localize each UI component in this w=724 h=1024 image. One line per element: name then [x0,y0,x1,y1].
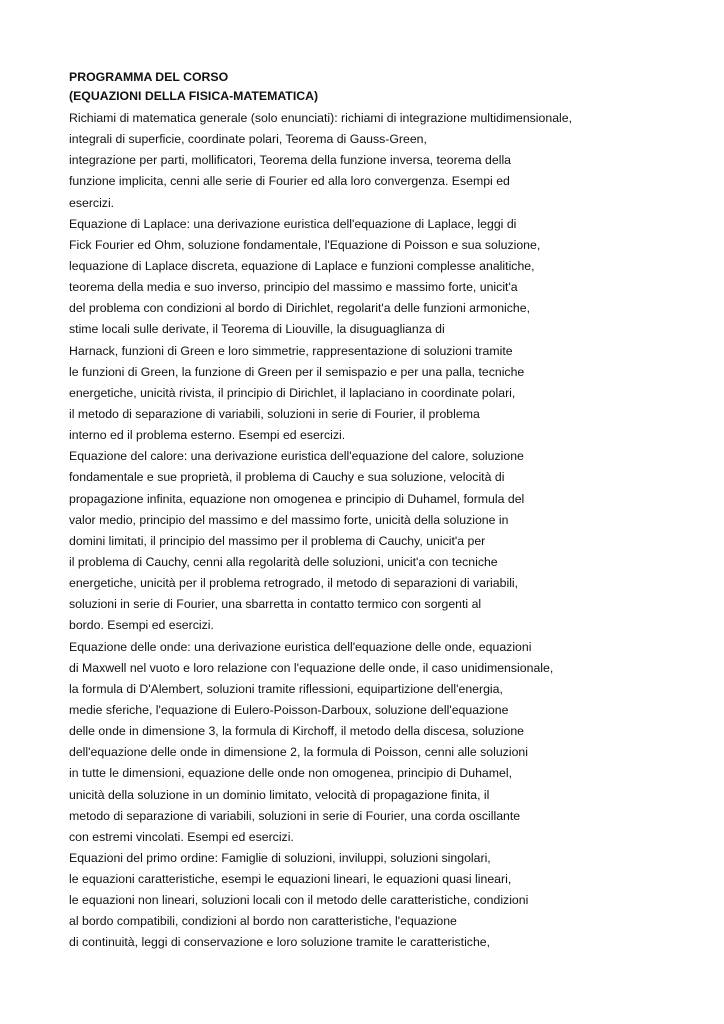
body-line: Richiami di matematica generale (solo enunciati): richiami di integrazione multidimensionale, [69,111,573,125]
body-line: interno ed il problema esterno. Esempi ed esercizi. [69,428,346,443]
body-line: Equazione del calore: una derivazione euristica dell'equazione del calore, soluzione [69,449,524,464]
body-line: Harnack, funzioni di Green e loro simmetrie, rappresentazione di soluzioni tramite [69,343,513,358]
document-body [69,108,572,954]
document-title [69,68,318,106]
body-line: di continuità, leggi di conservazione e loro soluzione tramite le caratteristiche, [69,935,491,950]
body-line: le funzioni di Green, la funzione di Green per il semispazio e per una palla, tecniche [69,364,525,379]
body-line: energetiche, unicità rivista, il principio di Dirichlet, il laplaciano in coordinate polari, [69,385,516,400]
body-line: metodo di separazione di variabili, soluzioni in serie di Fourier, una corda oscillante [69,808,521,823]
title-line-1: PROGRAMMA DEL CORSO [69,70,229,84]
body-line: teorema della media e suo inverso, principio del massimo e massimo forte, unicit'a [69,280,518,295]
body-line: soluzioni in serie di Fourier, una sbarretta in contatto termico con sorgenti al [69,597,482,612]
body-line: funzione implicita, cenni alle serie di Fourier ed alla loro convergenza. Esempi ed [69,174,510,189]
body-line: esercizi. [69,195,115,210]
body-line: lequazione di Laplace discreta, equazione di Laplace e funzioni complesse analitiche, [69,258,535,273]
body-line: fondamentale e sue proprietà, il problema di Cauchy e sua soluzione, velocità di [69,470,505,485]
body-line: le equazioni non lineari, soluzioni locali con il metodo delle caratteristiche, condizioni [69,893,529,908]
body-line: di Maxwell nel vuoto e loro relazione con l'equazione delle onde, il caso unidimensionale, [69,660,554,675]
body-line: propagazione infinita, equazione non omogenea e principio di Duhamel, formula del [69,491,525,506]
body-line: stime locali sulle derivate, il Teorema di Liouville, la disuguaglianza di [69,322,445,337]
body-line: unicità della soluzione in un dominio limitato, velocità di propagazione finita, il [69,787,490,802]
body-line: le equazioni caratteristiche, esempi le equazioni lineari, le equazioni quasi lineari, [69,872,512,887]
body-line: in tutte le dimensioni, equazione delle onde non omogenea, principio di Duhamel, [69,766,512,781]
body-line: delle onde in dimensione 3, la formula di Kirchoff, il metodo della discesa, soluzione [69,724,525,739]
body-line: al bordo compatibili, condizioni al bordo non caratteristiche, l'equazione [69,914,457,929]
body-line: medie sferiche, l'equazione di Eulero-Poisson-Darboux, soluzione dell'equazione [69,702,509,717]
body-line: valor medio, principio del massimo e del massimo forte, unicità della soluzione in [69,512,509,527]
body-line: integrali di superficie, coordinate polari, Teorema di Gauss-Green, [69,132,427,147]
body-line: con estremi vincolati. Esempi ed esercizi. [69,829,294,844]
body-line: integrazione per parti, mollificatori, Teorema della funzione inversa, teorema della [69,153,512,168]
body-line: il problema di Cauchy, cenni alla regolarità delle soluzioni, unicit'a con tecniche [69,554,498,569]
title-line-2: (EQUAZIONI DELLA FISICA-MATEMATICA) [69,89,319,103]
body-line: Fick Fourier ed Ohm, soluzione fondamentale, l'Equazione di Poisson e sua soluzione, [69,237,541,252]
body-line: Equazione di Laplace: una derivazione euristica dell'equazione di Laplace, leggi di [69,216,517,231]
body-line: Equazioni del primo ordine: Famiglie di soluzioni, inviluppi, soluzioni singolari, [69,850,491,865]
body-line: il metodo di separazione di variabili, soluzioni in serie di Fourier, il problema [69,406,480,421]
body-line: bordo. Esempi ed esercizi. [69,618,214,633]
body-line: la formula di D'Alembert, soluzioni tramite riflessioni, equipartizione dell'energia, [69,681,503,696]
body-line: Equazione delle onde: una derivazione euristica dell'equazione delle onde, equazioni [69,639,532,654]
body-line: domini limitati, il principio del massimo per il problema di Cauchy, unicit'a per [69,533,486,548]
body-line: del problema con condizioni al bordo di Dirichlet, regolarit'a delle funzioni armoniche, [69,301,531,316]
body-line: energetiche, unicità per il problema retrogrado, il metodo di separazioni di variabili, [69,576,519,591]
body-line: dell'equazione delle onde in dimensione 2, la formula di Poisson, cenni alle soluzioni [69,745,528,760]
